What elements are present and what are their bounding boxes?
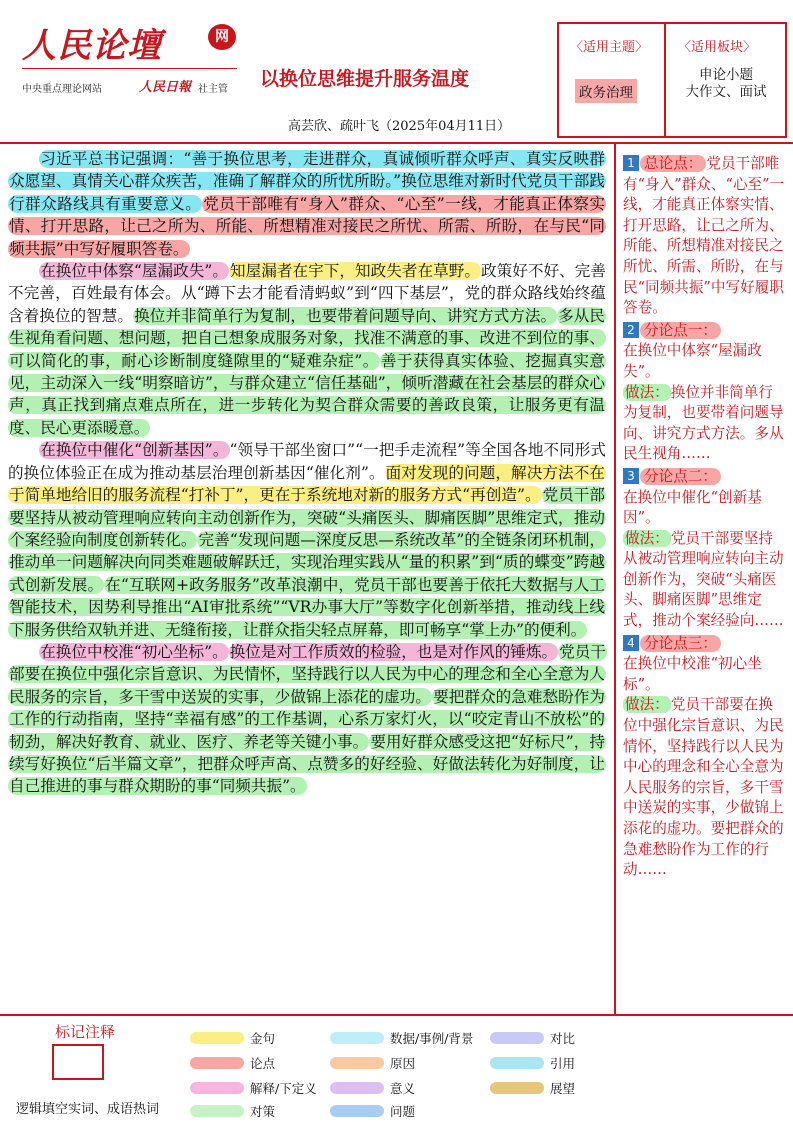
- legend-swatch: [330, 1032, 384, 1044]
- section-label: 分论点三：: [640, 635, 721, 652]
- section-text: 换位并非简单行为复制，也要带着问题导向、讲究方式方法。多从民生视角……: [623, 383, 784, 463]
- section-text: 党员干部要坚持从被动管理响应转向主动创新作为，突破“头痛医头、脚痛医脚”思维定式，推动个案经验向……: [623, 529, 784, 630]
- highlight-measure: 多从民生视角看问题、想问题，把自己想象成服务对象，找准不满意的事、改进不到位的事、可以简化的事，耐心诊断制度缝隙里的“疑难杂症”。: [9, 306, 605, 370]
- legend-swatch: [330, 1057, 384, 1069]
- legend-swatch: [490, 1057, 544, 1069]
- paragraph-3: [8, 439, 606, 641]
- section-point: 在换位中催化“创新基因”。: [623, 488, 762, 527]
- outline-section-3: [623, 467, 787, 632]
- highlight-measure: 要把群众的急难愁盼作为工作的行动指南，坚持“幸福有感”的工作基调，心系万家灯火，以“咬定青山不放松”的韧劲，解决好教育、就业、医疗、养老等关键小事。: [9, 687, 605, 751]
- method-label: 做法：: [625, 529, 669, 547]
- column-divider: [614, 144, 616, 1014]
- legend-sample-box: [52, 1044, 104, 1080]
- article-body: [8, 148, 606, 798]
- highlight-measure: 善于获得真实体验、挖掘真实意见，主动深入一线“明察暗访”，与群众建立“信任基础”，倾听潜藏在社会基层的群众心声，真正找到痛点难点所在，进一步转化为契合群众需要的善政良策，让服务更有温度、民心更添暖意。: [9, 351, 605, 437]
- paragraph-1: [8, 148, 606, 260]
- highlight-measure: 在“互联网+政务服务”改革浪潮中，党员干部也要善于依托大数据与人工智能技术，因势利导推出“AI审批系统”“VR办事大厅”等数字化创新举措，推动线上线下服务供给双轨并进、无缝衔接，让群众指尖轻点屏幕，即可畅享“掌上办”的便利。: [9, 575, 605, 639]
- method-label: 做法：: [625, 383, 669, 401]
- article-byline: 高芸欣、疏叶飞（2025年04月11日）: [288, 119, 511, 134]
- tag-value-section-line1: 申论小题: [699, 67, 753, 83]
- paragraph-2: [8, 260, 606, 439]
- legend-label: 对比: [550, 1031, 576, 1046]
- legend-label: 数据/事例/背景: [390, 1031, 474, 1046]
- legend-label: 金句: [250, 1031, 276, 1046]
- outline-sidebar: [623, 154, 787, 883]
- logo-subtitle: 中央重点理论网站: [22, 84, 102, 95]
- tag-value-section-line2: 大作文、面试: [685, 84, 767, 100]
- legend-footnote: 逻辑填空实词、成语热词: [16, 1102, 160, 1117]
- legend-item: [190, 1103, 275, 1121]
- legend-item: [190, 1030, 275, 1048]
- highlight-thesis: 党员干部唯有“身入”群众、“心至”一线，才能真正体察实情、打开思路，让己之所为、所能、所想精准对接民之所忧、所需、所盼，在与民“同频共振”中写好履职答卷。: [9, 194, 605, 258]
- highlight-subpoint: 在换位中催化“创新基因”。: [40, 441, 229, 460]
- tag-header-section: 〈适用板块〉: [678, 40, 757, 55]
- article-title: 以换位思维提升服务温度: [260, 68, 470, 90]
- legend-label: 原因: [390, 1056, 416, 1071]
- highlight-definition: 换位是对工作质效的检验，也是对作风的锤炼。: [229, 642, 558, 661]
- highlight-subpoint: 在换位中体察“屋漏政失”。: [40, 262, 229, 281]
- highlight-quote: 知屋漏者在宇下，知政失者在草野。: [230, 262, 481, 281]
- legend-item: [190, 1080, 317, 1098]
- paragraph-4: [8, 641, 606, 798]
- site-logo: [22, 18, 237, 98]
- section-number-badge: 3: [623, 468, 639, 484]
- outline-section-2: [623, 321, 787, 465]
- legend-item: [490, 1055, 575, 1073]
- section-number-badge: 2: [623, 322, 639, 338]
- highlight-measure: 要用好群众感受这把“好标尺”，持续写好换位“后半篇文章”，把群众呼声高、点赞多的好经验、好做法转化为好制度，让自己推进的事与群众期盼的事“同频共振”。: [9, 732, 605, 796]
- legend-title: 标记注释: [55, 1023, 116, 1041]
- legend-label: 引用: [550, 1056, 576, 1071]
- highlight-measure: 党员干部要坚持从被动管理响应转向主动创新作为，突破“头痛医头、脚痛医脚”思维定式，推动个案经验向制度创新转化。: [9, 486, 605, 549]
- highlight-measure: 完善“发现问题—深度反思—系统改革”的全链条闭环机制，推动单一问题解决向同类难题破解跃迁，实现治理实践从“量的积累”到“质的蝶变”跨越式创新发展。: [9, 530, 605, 594]
- legend-swatch: [490, 1082, 544, 1094]
- legend-swatch: [190, 1105, 244, 1117]
- legend-label: 问题: [390, 1104, 416, 1119]
- tag-value-theme: 政务治理: [575, 79, 637, 103]
- legend-swatch: [190, 1082, 244, 1094]
- legend-swatch: [330, 1082, 384, 1094]
- logo-brand: 人民日報: [139, 80, 192, 95]
- highlight-measure: 党员干部要在换位中强化宗旨意识、为民情怀，坚持践行以人民为中心的理念和全心全意为人民服务的宗旨，多干雪中送炭的实事，少做锦上添花的虚功。: [9, 642, 606, 706]
- plain-text: 政策好不好、完善不完善，百姓最有体会。从“蹲下去才能看清蚂蚁”到“四下基层”，党的群众路线始终蕴含着换位的智慧。: [8, 262, 606, 325]
- section-number-badge: 1: [623, 155, 639, 171]
- section-point: 在换位中校准“初心坐标”。: [623, 655, 762, 693]
- logo-divider: [22, 68, 237, 69]
- section-text: 党员干部要在换位中强化宗旨意识、为民情怀，坚持践行以人民为中心的理念和全心全意为人民服务的宗旨，多干雪中送炭的实事，少做锦上添花的虚功。要把群众的急难愁盼作为工作的行动……: [623, 696, 784, 879]
- legend-item: [330, 1030, 473, 1048]
- highlight-measure: 换位并非简单行为复制，也要带着问题导向、讲究方式方法。: [134, 306, 557, 325]
- legend-swatch: [490, 1032, 544, 1044]
- legend-label: 展望: [550, 1081, 576, 1096]
- tag-divider: [664, 22, 666, 138]
- legend-label: 论点: [250, 1056, 276, 1071]
- highlight-background: 习近平总书记强调：“善于换位思考，走进群众，真诚倾听群众呼声、真实反映群众愿望、真情关心群众疾苦，准确了解群众的所忧所盼。”换位思维对新时代党员干部践行群众路线具有重要意义。: [9, 150, 605, 213]
- logo-badge: 网: [208, 24, 236, 50]
- legend-label: 对策: [250, 1104, 276, 1119]
- legend-item: [330, 1055, 415, 1073]
- legend-divider: [0, 1014, 793, 1016]
- section-text: 党员干部唯有“身入”群众、“心至”一线，才能真正体察实情、打开思路，让己之所为、所能、所想精准对接民之所忧、所需、所盼，在与民“同频共振”中写好履职答卷。: [623, 155, 785, 317]
- header-divider: [0, 142, 793, 144]
- logo-supervisor: 社主管: [198, 84, 228, 95]
- section-label: 总论点：: [640, 155, 706, 172]
- highlight-quote: 面对发现的问题，解决方法不在于简单地给旧的服务流程“打补丁”，更在于系统地对新的服务方式“再创造”。: [9, 463, 605, 505]
- tag-header-theme: 〈适用主题〉: [570, 40, 649, 55]
- outline-section-1: [623, 154, 787, 319]
- section-point: 在换位中体察“屋漏政失”。: [623, 342, 762, 380]
- section-number-badge: 4: [623, 635, 639, 651]
- legend-swatch: [190, 1057, 244, 1069]
- legend-swatch: [190, 1032, 244, 1044]
- plain-text: “领导干部坐窗口”“一把手走流程”等全国各地不同形式的换位体验正在成为推动基层治理创新基因“催化剂”。: [8, 441, 606, 482]
- legend-label: 意义: [390, 1081, 416, 1096]
- section-label: 分论点一：: [640, 322, 721, 339]
- legend-item: [490, 1080, 575, 1098]
- section-label: 分论点二：: [640, 468, 721, 485]
- method-label: 做法：: [625, 696, 669, 714]
- legend-item: [490, 1030, 575, 1048]
- tag-value-section: [668, 67, 784, 101]
- highlight-subpoint: 在换位中校准“初心坐标”。: [40, 642, 228, 661]
- legend-label: 解释/下定义: [250, 1081, 317, 1096]
- logo-text: 人民论壇: [22, 26, 162, 66]
- legend-item: [330, 1080, 415, 1098]
- legend-item: [190, 1055, 275, 1073]
- outline-section-4: [623, 634, 787, 881]
- legend-swatch: [330, 1105, 384, 1117]
- legend-item: [330, 1103, 415, 1121]
